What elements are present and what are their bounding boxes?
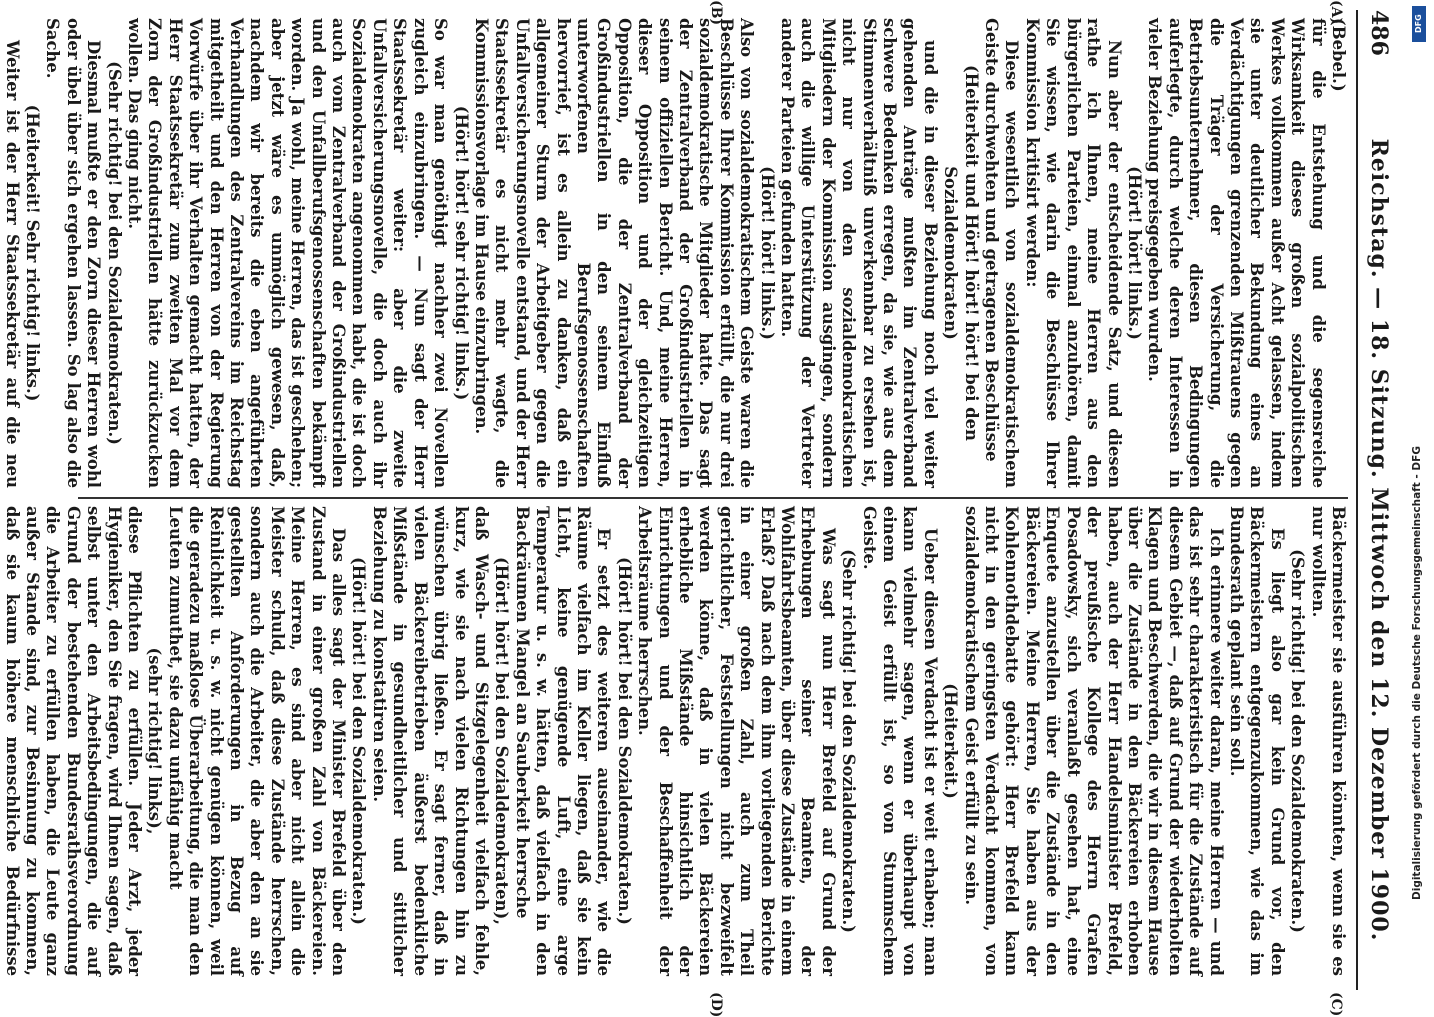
paragraph: Was sagt nun Herr Brefeld auf Grund der Erhebungen seiner Beamten, der Wohlfahrtsbeamten, über diese Zustände in einem Erlaß? Daß nach dem ihm vorliegenden Berichte in einer großen Zahl, auch zum Theil gerichtlicher, Feststellungen nicht bezweifelt werden könne, daß in vielen Bäckereien erhebliche Mißstände hinsichtlich der Einrichtungen und der Beschaffenheit der Arbeitsräume herrschen. [635,506,838,976]
margin-marker-d: (D) [708,992,724,1017]
paragraph: So war man genöthigt nachher zwei Novellen zugleich einzubringen. — Nun sagt der Herr Staatssekretär weiter: aber die zweite Unfallversicherungsnovelle, die doch auch ihr Sozialdemokraten angenommen habt, die ist doch auch vom Zentralverband der Großindustriellen und den Unfallberufsgenossenschaften bekämpft worden. Ja wohl, meine Herren, das ist geschehen; aber jetzt wäre es unmöglich gewesen, daß, nachdem wir bereits die eben angeführten Verhandlungen des Zentralvereins im Reichstag mitgetheilt und den Herren von der Regierung Vorwürfe über ihr Verhalten gemacht hatten, der Herr Staatssekretär zum zweiten Mal vor dem Zorn der Großindustriellen hätte zurückzucken wollen. Das ging nicht. [125,18,451,488]
interjection: (Hört! hört! links.) [1124,166,1144,340]
interjection: (Hört! hört! links.) [757,166,777,340]
page-number: 486 [1366,10,1392,56]
interjection: (Heiterkeit! Sehr richtig! links.) [23,104,42,402]
paragraph: Weiter ist der Herr Staatssekretär auf die neu [2,40,22,488]
paragraph: Das alles sagt der Minister Brefeld über den Zustand in einer großen Zahl von Bäckereien. Meine Herren, es sind aber nicht allein die Meister schuld, daß diese Zustände herrschen, sondern auch die Arbeiter, die aber den an sie gestellten Anforderungen in Bezug auf Reinlichkeit u. s. w. nicht genügen können, weil die geradezu maßlose Überarbeitung, die man den Leuten zumuthet, sie dazu unfähig macht [165,506,349,976]
interjection: (Sehr richtig! bei den Sozialdemokraten.) [1288,549,1308,933]
paragraph: Bäckermeister sie ausführen könnten, wenn sie es nur wollten. [1308,506,1348,976]
paragraph: (Bebel.) [1329,18,1348,92]
paragraph: für die Entstehung und die segensreiche Wirksamkeit dieses großen sozialpolitischen Werkes vollkommen außer Acht gelassen, indem sie unter deutlicher Bekundung eines an Verdächtigungen grenzenden Mißtrauens gegen die Träger der Versicherung, die Betriebsunternehmer, diesen Bedingungen auferlegte, durch welche deren Interessen in vieler Beziehung preisgegeben wurden. [1145,18,1328,488]
interjection: (Heiterkeit und Hört! hört! hört! bei den Sozialdemokraten) [941,65,981,441]
margin-marker-c: (C) [1328,992,1344,1017]
column-divider [78,497,1348,499]
page-header [1360,10,1400,990]
paragraph: diese Pflichten zu erfüllen. Jeder Arzt, jeder Hygieniker, den Sie fragen, wird Ihnen sagen, daß selbst unter den Arbeitsbedingungen, die auf Grund der bestehenden Bundesrathsverordnung die Arbeiter zu erfüllen haben, die Leute ganz außer Stande sind, zur Besinnung zu kommen, daß sie kaum höhere menschliche Bedürfnisse [2,506,145,976]
paragraph: Also von sozialdemokratischem Geiste waren die Beschlüsse Ihrer Kommission erfüllt, die nur drei sozialdemokratische Mitglieder hatte. Das sagt der Zentralverband der Großindustriellen in seinem offiziellen Bericht. Und, meine Herren, dieser Opposition und der gleichzeitigen Opposition, die der Zentralverband der Großindustriellen in den seinem Einfluß unterworfenen Berufsgenossenschaften hervorrief, ist es allein zu danken, daß ein allgemeiner Sturm der Arbeitgeber gegen die Unfallversicherungsnovelle entstand, und der Herr Staatssekretär es nicht mehr wagte, die Kommissionsvorlage im Hause einzubringen. [471,18,757,488]
scanned-page [2,0,1400,1017]
paragraph: Diesmal mußte er den Zorn dieser Herren wohl oder übel über sich ergehen lassen. So lag also die Sache. [43,18,104,488]
dfg-logo: DFG [1412,6,1426,42]
interjection: (Hört! hört! sehr richtig! links.) [451,105,471,401]
interjection: (Sehr richtig! bei den Sozialdemokraten.) [839,549,859,933]
margin-marker-a: (A) [1328,0,1344,25]
paragraph: Diese wesentlich von sozialdemokratischem Geiste durchwehten und getragenen Beschlüsse [982,18,1022,488]
paragraph: Er setzt des weiteren auseinander, wie die Räume vielfach im Keller liegen, daß sie kein Licht, keine genügende Luft, eine arge Temperatur u. s. w. hätten, daß vielfach in den Backräumen Mangel an Sauberkeit herrsche [512,506,614,976]
paragraph: Nun aber der entscheidende Satz, und diesen rathe ich Ihnen, meine Herren aus den bürgerlichen Parteien, einmal anzuhören, damit Sie wissen, wie darin die Beschlüsse Ihrer Kommission kritisirt werden: [1022,18,1124,488]
paragraph: und die in dieser Beziehung noch viel weiter gehenden Anträge mußten im Zentralverband schwere Bedenken erregen, da sie, wie aus dem Stimmenverhältniß unverkennbar zu ersehen ist, nicht nur von den sozialdemokratischen Mitgliedern der Kommission ausgingen, sondern auch die willige Unterstützung der Vertreter anderer Parteien gefunden hatten. [778,18,940,488]
paragraph: Ueber diesen Verdacht ist er weit erhaben; man kann vielmehr sagen, wenn er überhaupt von einem Geist erfüllt ist, so von Stummschem Geiste. [859,506,940,976]
interjection: (Sehr richtig! bei den Sozialdemokraten.) [104,61,124,445]
left-text-column [2,18,1348,488]
interjection: (Hört! hört! bei den Sozialdemokraten.) [349,557,369,925]
paragraph: Ich erinnere weiter daran, meine Herren — und das ist sehr charakteristisch für die Zustände auf diesem Gebiet —, daß auf Grund der wiederholten Klagen und Beschwerden, die wir in diesem Hause über die Zustände in den Bäckereien erhoben haben, auch der Herr Handelsminister Brefeld, der preußische Kollege des Herrn Grafen Posadowsky, sich veranlaßt gesehen hat, eine Enquete anzustellen über die Zustände in den Bäckereien. Meine Herren, Sie haben aus der Kohlennothdebatte gehört: Herr Brefeld kann nicht in den geringsten Verdacht kommen, von sozialdemokratischem Geist erfüllt zu sein. [961,506,1226,976]
interjection: (sehr richtig! links), [145,647,165,835]
right-text-column [2,506,1348,976]
header-rule [1356,10,1358,990]
rotated-page-content [2,0,1400,1017]
digitization-note [1400,0,1434,1000]
interjection: (Hört! hört! bei den Sozialdemokraten), [492,557,512,925]
interjection: (Heiterkeit.) [941,683,961,799]
digitization-note-text: Digitalisierung gefördert durch die Deutsche Forschungsgemeinschaft - DFG [1411,446,1423,900]
margin-marker-b: (B) [708,0,724,26]
page-title: Reichstag. — 18. Sitzung. Mittwoch den 12. Dezember 1900. [1366,138,1392,942]
paragraph: daß Wasch- und Sitzgelegenheit vielfach fehle, kurz, wie sie nach vielen Richtungen hin zu wünschen übrig ließen. Er sagt ferner, daß in vielen Bäckereibetrieben äußerst bedenkliche Mißstände in gesundheitlicher und sittlicher Beziehung zu konstatiren seien. [369,506,491,976]
interjection: (Hört! hört! bei den Sozialdemokraten.) [614,557,634,925]
paragraph: Es liegt also gar kein Grund vor, den Bäckermeistern entgegenzukommen, wie das im Bundesrath geplant sein soll. [1226,506,1287,976]
